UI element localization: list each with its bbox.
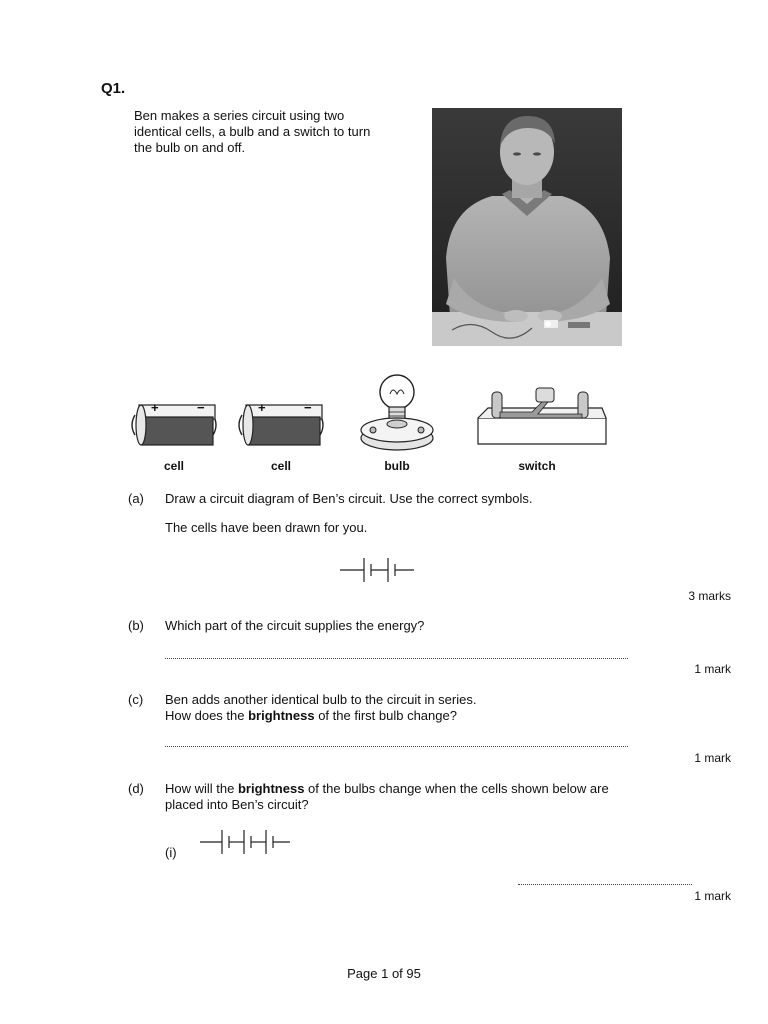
question-intro: Ben makes a series circuit using two identical cells, a bulb and a switch to turn the bulb on and off.	[134, 108, 371, 155]
cell-illustration-1	[129, 395, 219, 454]
part-c-answer-line[interactable]	[165, 746, 628, 747]
bulb-illustration	[357, 372, 437, 459]
part-a-note: The cells have been drawn for you.	[165, 520, 368, 535]
switch-illustration	[472, 382, 612, 455]
part-d-letter: (d)	[128, 781, 144, 796]
part-d-bold-word: brightness	[237, 781, 305, 796]
part-a-letter: (a)	[128, 491, 144, 506]
component-label-bulb: bulb	[384, 459, 410, 473]
component-label-switch: switch	[518, 459, 556, 473]
positive-terminal-label: +	[258, 400, 266, 415]
part-d-subpart-i: (i)	[165, 845, 177, 860]
part-b-marks: 1 mark	[694, 662, 731, 676]
part-d-question-line1: How will the brightness of the bulbs change when the cells shown below are	[165, 781, 609, 796]
three-cells-circuit-symbol	[200, 826, 292, 861]
part-c-question: How does the brightness of the first bulb change?	[165, 708, 457, 723]
part-b-question: Which part of the circuit supplies the energy?	[165, 618, 425, 633]
part-b-answer-line[interactable]	[165, 658, 628, 659]
part-c-letter: (c)	[128, 692, 144, 707]
knife-switch-icon	[478, 388, 606, 444]
part-b-letter: (b)	[128, 618, 144, 633]
part-d-question-line2: placed into Ben’s circuit?	[165, 797, 309, 812]
part-c-bold-word: brightness	[248, 708, 315, 723]
question-number: Q1.	[101, 80, 126, 97]
component-label-cell-1: cell	[163, 459, 184, 473]
part-d-answer-line[interactable]	[518, 884, 692, 885]
page-footer: Page 1 of 95	[347, 966, 421, 981]
negative-terminal-label: −	[197, 400, 205, 415]
part-d-marks: 1 mark	[694, 889, 731, 903]
negative-terminal-label: −	[304, 400, 312, 415]
part-c-statement: Ben adds another identical bulb to the circuit in series.	[165, 692, 477, 707]
photo-ben-building-circuit	[432, 108, 622, 346]
positive-terminal-label: +	[151, 400, 159, 415]
cell-illustration-2	[236, 395, 326, 454]
light-bulb-icon	[361, 375, 433, 450]
component-label-cell-2: cell	[270, 459, 291, 473]
part-c-marks: 1 mark	[694, 751, 731, 765]
cells-circuit-symbol	[340, 554, 416, 589]
part-a-instruction: Draw a circuit diagram of Ben’s circuit. Use the correct symbols.	[165, 491, 533, 506]
part-a-marks: 3 marks	[688, 589, 731, 603]
